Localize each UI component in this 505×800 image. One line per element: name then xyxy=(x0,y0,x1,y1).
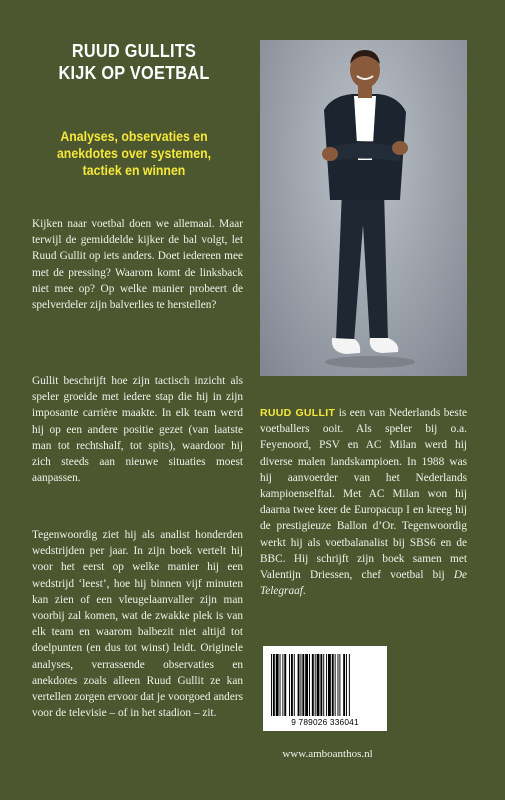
book-title xyxy=(41,40,228,84)
barcode-bar xyxy=(282,654,283,716)
author-bio-text-a: is een van Nederlands beste voetballers ooit. Als speler bij o.a. Feyenoord, PSV en AC Milan werd hij diverse malen landskampioen. In 1988 was hij aanvoerder van het Nederlands kampioenselftal. Met AC Milan won hij daarna twee keer de Europacup I en kreeg hij de prestigieuze Ballon d’Or. Tegenwoordig werkt hij als voetbalanalist bij SBS6 en de BBC. Hij schrijft zijn boek samen met Valentijn Driessen, chef voetbal bij xyxy=(260,407,467,582)
book-title-line1: RUUD GULLITS xyxy=(71,40,197,61)
blurb-paragraph-2: Gullit beschrijft hoe zijn tactisch inzicht als speler groeide met iedere stap die hij in zijn imposante carrière maakte. In elk team werd hij op een andere positie gezet (van laatste man tot rechtshalf, tot spits), waardoor hij zich steeds aan nieuwe situaties moest aanpassen. xyxy=(32,375,243,485)
barcode-bar xyxy=(343,654,345,716)
barcode-bar xyxy=(284,654,286,716)
newspaper-name: De Telegraaf xyxy=(260,569,467,598)
barcode-bar xyxy=(291,654,293,716)
subtitle-line1: Analyses, observaties en xyxy=(60,128,208,144)
barcode-bar xyxy=(302,654,304,716)
barcode-bar xyxy=(339,654,340,716)
barcode-bar xyxy=(271,654,272,716)
barcode-bar xyxy=(280,654,281,716)
blurb-paragraph-1: Kijken naar voetbal doen we allemaal. Maar terwijl de gemiddelde kijker de bal volgt, let Ruud Gullit op iets anders. Doet iedereen mee met de pressing? Waarom komt de linksback niet mee op? Op welke manier probeert de spelverdeler zijn balverlies te herstellen? xyxy=(32,218,243,312)
barcode-bar xyxy=(335,654,336,716)
publisher-website: www.amboanthos.nl xyxy=(282,748,373,760)
barcode-bar xyxy=(312,654,314,716)
author-bio xyxy=(260,405,467,599)
barcode-bar xyxy=(276,654,279,716)
barcode-bar xyxy=(315,654,316,716)
barcode-bar xyxy=(323,654,324,716)
subtitle-line3: tactiek en winnen xyxy=(82,162,186,178)
barcode-bar xyxy=(349,654,350,716)
barcode-bar xyxy=(326,654,327,716)
book-subtitle xyxy=(34,128,235,179)
author-photo xyxy=(260,40,467,376)
barcode-bar xyxy=(309,654,310,716)
barcode-bar xyxy=(328,654,331,716)
barcode-bar xyxy=(346,654,347,716)
barcode-bar xyxy=(298,654,300,716)
author-bio-text-b: . xyxy=(302,585,306,598)
barcode-bar xyxy=(320,654,322,716)
barcode-bar xyxy=(300,654,301,716)
isbn-barcode xyxy=(263,646,387,731)
barcode-bar xyxy=(273,654,275,716)
blurb-paragraph-3: Tegenwoordig ziet hij als analist honderden wedstrijden per jaar. In zijn boek vertelt hij voor het eerst op welke manier hij een wedstrijd ‘leest’, hoe hij binnen vijf minuten kan zien of een vleugelaanvaller zijn man voorbij zal komen, wat de zwakke plek is van elk team en waarom balbezit niet altijd tot doelpunten (en dus tot winst) leidt. Originele analyses, verrassende observaties en anekdotes zoals alleen Ruud Gullit ze kan vertellen zorgen ervoor dat je voorgoed anders voor de televisie – of in het stadion – zit. xyxy=(32,529,243,720)
author-portrait-illustration xyxy=(260,40,467,376)
author-name: RUUD GULLIT xyxy=(260,407,336,419)
barcode-bar xyxy=(332,654,334,716)
barcode-bar xyxy=(338,654,339,716)
isbn-number: 9 789026 336041 xyxy=(291,717,359,727)
subtitle-line2: anekdotes over systemen, xyxy=(56,145,212,161)
barcode-bar xyxy=(305,654,308,716)
barcode-bar xyxy=(294,654,295,716)
barcode-bar xyxy=(289,654,290,716)
book-title-line2: KIJK OP VOETBAL xyxy=(58,62,210,83)
barcode-bar xyxy=(317,654,320,716)
